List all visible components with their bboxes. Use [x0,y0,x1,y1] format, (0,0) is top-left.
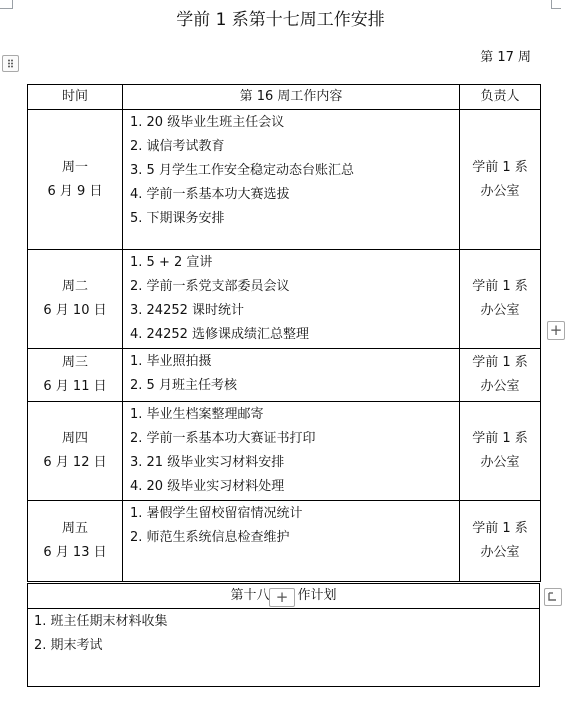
header-work-content: 第 16 周工作内容 [123,85,460,110]
resize-corner-icon [545,589,561,605]
drag-handle-icon [3,56,18,71]
list-item: 3. 5 月学生工作安全稳定动态台账汇总 [130,163,354,178]
table-row [28,501,541,582]
schedule-header-row [28,85,541,110]
add-row-button[interactable] [269,588,295,607]
plan-body-cell [28,609,540,687]
owner-office: 办公室 [480,379,520,394]
day-cell [28,501,123,582]
owner-cell [460,110,541,250]
task-list [130,502,459,550]
week-label: 第 17 周 [480,50,531,65]
owner-cell [460,349,541,402]
owner-name: 学前 1 系 [472,355,528,370]
list-item: 2. 学前一系党支部委员会议 [130,279,290,294]
task-cell [123,349,460,402]
list-item: 1. 毕业生档案整理邮寄 [130,407,264,422]
add-column-button[interactable] [547,321,565,340]
plan-body-row [28,609,540,687]
day-date: 6 月 12 日 [43,455,107,470]
task-cell [123,250,460,349]
list-item: 2. 诚信考试教育 [130,139,225,154]
list-item: 1. 班主任期末材料收集 [34,614,168,629]
owner-office: 办公室 [480,455,520,470]
table-row [28,250,541,349]
list-item: 2. 期末考试 [34,638,103,653]
day-date: 6 月 9 日 [47,183,103,199]
owner-name: 学前 1 系 [472,431,528,446]
task-cell [123,501,460,582]
owner-cell [460,250,541,349]
day-date: 6 月 13 日 [43,545,107,560]
plan-header-left: 第十八 [230,588,270,603]
schedule-table [27,84,541,582]
list-item: 4. 学前一系基本功大赛选拔 [130,187,290,202]
list-item: 2. 学前一系基本功大赛证书打印 [130,431,316,446]
list-item: 1. 暑假学生留校留宿情况统计 [130,506,303,521]
owner-cell [460,402,541,501]
task-list [130,403,459,499]
task-list [130,350,459,398]
plus-icon: + [549,321,563,339]
task-cell [123,110,460,250]
day-name: 周五 [61,521,88,536]
task-list [130,251,459,347]
task-list [130,111,459,231]
task-cell [123,402,460,501]
day-name: 周三 [61,355,88,370]
plan-header-right: 作计划 [297,588,337,603]
day-name: 周四 [61,431,88,446]
owner-name: 学前 1 系 [472,159,528,175]
day-date: 6 月 11 日 [43,379,107,394]
list-item: 1. 5 + 2 宣讲 [130,255,213,270]
list-item: 4. 24252 选修课成绩汇总整理 [130,327,310,342]
owner-cell [460,501,541,582]
day-name: 周一 [61,159,88,175]
day-cell [28,250,123,349]
plus-icon: + [275,588,289,606]
list-item: 1. 毕业照拍摄 [130,354,212,369]
day-cell [28,349,123,402]
list-item: 5. 下期课务安排 [130,211,225,226]
list-item: 3. 21 级毕业实习材料安排 [130,455,285,470]
table-row [28,402,541,501]
day-name: 周二 [61,279,88,294]
table-move-handle[interactable] [2,55,19,72]
table-resize-handle[interactable] [544,588,562,606]
header-owner: 负责人 [460,85,541,110]
owner-name: 学前 1 系 [472,279,528,294]
day-date: 6 月 10 日 [43,303,107,318]
day-cell [28,402,123,501]
owner-office: 办公室 [480,545,520,560]
list-item: 2. 5 月班主任考核 [130,378,237,393]
owner-office: 办公室 [480,183,520,199]
list-item: 3. 24252 课时统计 [130,303,245,318]
table-row [28,349,541,402]
plan-list [34,610,539,658]
owner-name: 学前 1 系 [472,521,528,536]
owner-office: 办公室 [480,303,520,318]
list-item: 2. 师范生系统信息检查维护 [130,530,290,545]
list-item: 1. 20 级毕业生班主任会议 [130,115,285,130]
day-cell [28,110,123,250]
list-item: 4. 20 级毕业实习材料处理 [130,479,285,494]
page-title: 学前 1 系第十七周工作安排 [176,10,385,30]
header-time: 时间 [28,85,123,110]
table-row [28,110,541,250]
